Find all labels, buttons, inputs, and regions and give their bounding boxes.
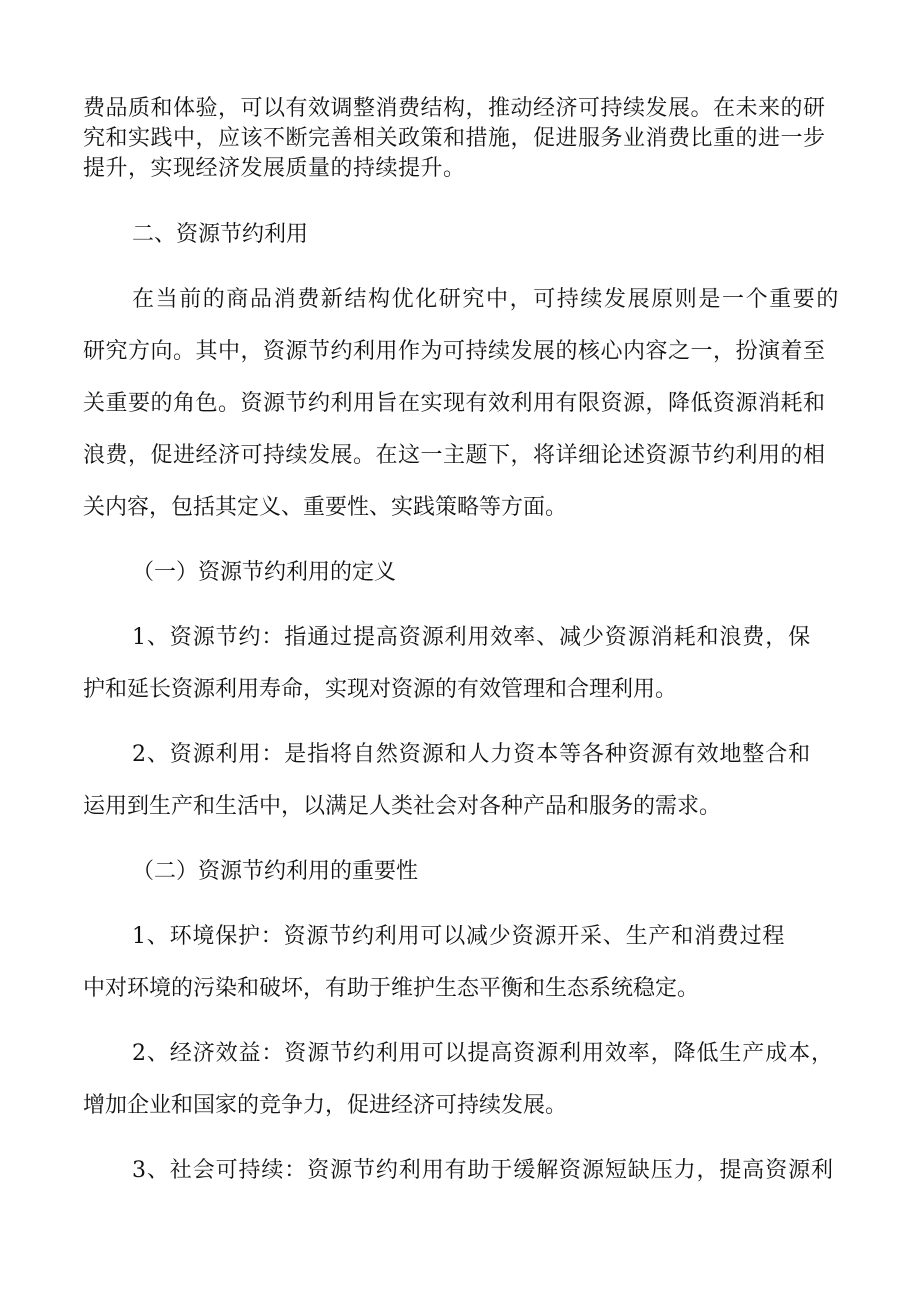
text-line: 究和实践中，应该不断完善相关政策和措施，促进服务业消费比重的进一步 [83,126,826,151]
text-line: 研究方向。其中，资源节约利用作为可持续发展的核心内容之一，扮演着至 [83,339,826,364]
text-line: 关内容，包括其定义、重要性、实践策略等方面。 [83,495,568,520]
subsection-heading: （一）资源节约利用的定义 [132,560,397,585]
list-item: 2、资源利用：是指将自然资源和人力资本等各种资源有效地整合和 [132,742,811,767]
text-line: 在当前的商品消费新结构优化研究中，可持续发展原则是一个重要的 [132,287,841,312]
list-item: 3、社会可持续：资源节约利用有助于缓解资源短缺压力，提高资源利 [132,1158,834,1183]
text-line: 费品质和体验，可以有效调整消费结构，推动经济可持续发展。在未来的研 [83,96,826,121]
subsection-heading: （二）资源节约利用的重要性 [132,859,419,884]
list-item: 1、资源节约：指通过提高资源利用效率、减少资源消耗和浪费，保 [132,625,811,650]
text-line: 增加企业和国家的竞争力，促进经济可持续发展。 [83,1093,568,1118]
list-item: 2、经济效益：资源节约利用可以提高资源利用效率，降低生产成本， [132,1041,834,1066]
list-item: 1、环境保护：资源节约利用可以减少资源开采、生产和消费过程 [132,924,786,949]
section-heading: 二、资源节约利用 [132,222,309,247]
text-line: 关重要的角色。资源节约利用旨在实现有效利用有限资源，降低资源消耗和 [83,391,826,416]
text-line: 护和延长资源利用寿命，实现对资源的有效管理和合理利用。 [83,677,678,702]
text-line: 浪费，促进经济可持续发展。在这一主题下，将详细论述资源节约利用的相 [83,443,826,468]
text-line: 中对环境的污染和破坏，有助于维护生态平衡和生态系统稳定。 [83,976,700,1001]
text-line: 提升，实现经济发展质量的持续提升。 [83,156,466,181]
text-line: 运用到生产和生活中，以满足人类社会对各种产品和服务的需求。 [83,794,722,819]
